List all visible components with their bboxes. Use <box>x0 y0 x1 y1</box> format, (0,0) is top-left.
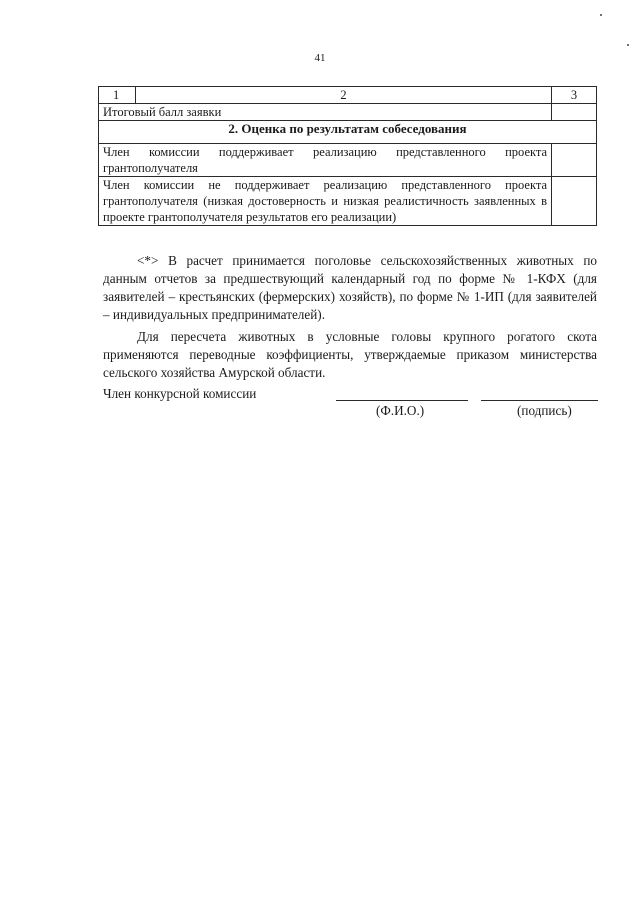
signature-caption: (подпись) <box>517 403 572 418</box>
criterion-score-cell <box>552 177 597 226</box>
criterion-text: Член комиссии не поддерживает реализацию представленного проекта грантополучателя (низкая достоверность и низкая реалистичность заявленных в проекте грантополучателя результатов его реализации) <box>99 177 552 226</box>
scan-speck <box>627 44 629 46</box>
footnote-paragraph: Для пересчета животных в условные головы крупного рогатого скота применяются переводные коэффициенты, утверждаемые приказом министерства сельского хозяйства Амурской области. <box>103 329 597 380</box>
signature-label: Член конкурсной комиссии <box>103 386 257 401</box>
footnote-paragraph: <*> В расчет принимается поголовье сельскохозяйственных животных по данным отчетов за предшествующий календарный год по форме № 1-КФХ (для заявителей – крестьянских (фермерских) хозяйств), по форме № 1-ИП (для заявителей – индивидуальных предпринимателей). <box>103 253 597 322</box>
table-row <box>99 144 597 177</box>
section-header-row <box>99 121 597 144</box>
column-number-3: 3 <box>552 87 597 104</box>
footnote <box>103 252 597 382</box>
table-row <box>99 177 597 226</box>
scan-speck <box>600 14 602 16</box>
column-number-1: 1 <box>99 87 136 104</box>
table-header-row <box>99 87 597 104</box>
page-number: 41 <box>314 52 326 64</box>
fio-caption: (Ф.И.О.) <box>376 403 425 418</box>
total-score-value <box>552 104 597 121</box>
signature-block <box>103 386 603 426</box>
fio-line <box>336 400 468 401</box>
signature-line <box>481 400 598 401</box>
evaluation-table <box>98 86 597 226</box>
total-score-row <box>99 104 597 121</box>
column-number-2: 2 <box>135 87 551 104</box>
criterion-score-cell <box>552 144 597 177</box>
criterion-text: Член комиссии поддерживает реализацию представленного проекта грантополучателя <box>99 144 552 177</box>
section-title: 2. Оценка по результатам собеседования <box>99 121 597 144</box>
total-score-label: Итоговый балл заявки <box>99 104 552 121</box>
